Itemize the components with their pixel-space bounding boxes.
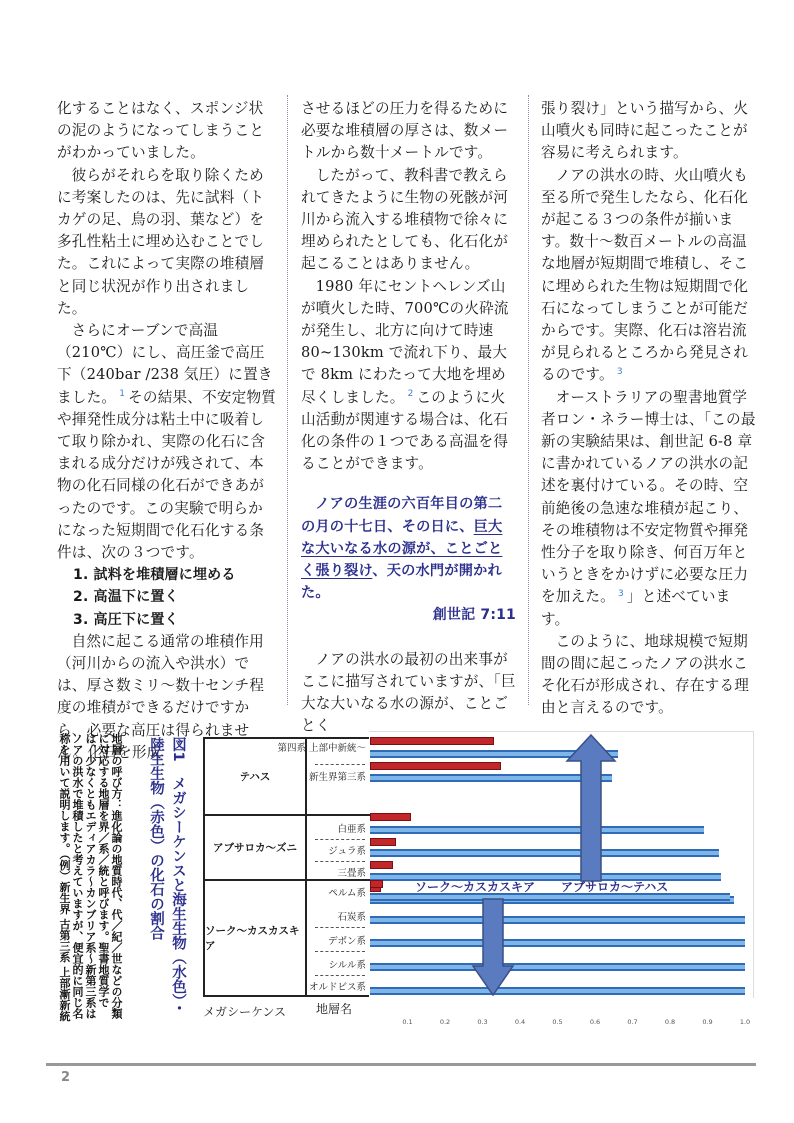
row-separator xyxy=(315,839,365,840)
row-separator xyxy=(315,951,365,952)
paragraph: 化することはなく、スポンジ状の泥のようになってしまうことがわかっていました。 xyxy=(57,100,265,162)
table-divider xyxy=(305,739,307,995)
bar-marine xyxy=(370,939,745,947)
table-footer-megasequence: メガシーケンス xyxy=(203,1005,287,1019)
row-separator xyxy=(315,764,365,765)
paragraph: このように、地球規模で短期間の間に起こったノアの洪水こそ化石が形成され、存在する理由と言えるのです。 xyxy=(541,632,749,717)
stratum-label: 第四系 上部中新統～ xyxy=(277,743,366,754)
bar-land xyxy=(370,762,501,770)
x-tick-label: 0.1 xyxy=(402,1018,413,1026)
figure-note: 地層の呼び方：進化論の地質時代、代／紀／世などの分類に対応する地層を界／系／統と呼びます。聖書地質学では、少なくともエディアカラ～カンブリア系～新第三系はノアの洪水で堆積したと考えていますが、便宜的に同じ名称を用いて説明します。（例）新生界 古第三系 上部漸新統 xyxy=(58,733,123,1022)
paragraph-text: さらにオーブンで高温（210℃）にし、高圧釜で高圧下（240bar /238 気圧）に置きました。 xyxy=(57,322,273,406)
x-tick-label: 0.9 xyxy=(702,1018,713,1026)
paragraph xyxy=(541,165,757,387)
footnote-ref-2[interactable]: 2 xyxy=(407,388,414,399)
stratum-label: オルドビス系 xyxy=(308,982,366,993)
x-tick-label: 0.7 xyxy=(627,1018,638,1026)
footnote-ref-1[interactable]: 1 xyxy=(119,388,126,399)
footnote-ref-3[interactable]: 3 xyxy=(617,588,624,599)
condition-item: 2. 高温下に置く xyxy=(73,589,179,606)
paragraph: させるほどの圧力を得るために必要な堆積層の厚さは、数メートルから数十メートルです。 xyxy=(301,100,509,162)
paragraph xyxy=(57,320,277,564)
x-tick-label: 0.6 xyxy=(589,1018,601,1026)
x-tick-label: 0.8 xyxy=(664,1018,676,1026)
paragraph: 張り裂け」という描写から、火山噴火も同時に起こったことが容易に考えられます。 xyxy=(541,100,749,162)
era-sauk-kaskaskia: ソーク～カスカスキア xyxy=(205,925,300,952)
paragraph: 彼らがそれらを取り除くために考案したのは、先に試料（トカゲの足、鳥の羽、葉など）を多孔性粘土に埋め込むことでした。これによって実際の堆積層と同じ状況が作り出されました。 xyxy=(57,166,265,317)
paragraph-text: オーストラリアの聖書地質学者ロン・ネラー博士は、「この最新の実験結果は、創世記 6-8 章に書かれているノアの洪水の記述を裏付けている。その時、空前絶後の急速な堆積が起こり、その堆積物は不安定物質や揮発性分子を取り除き、何百万年というときをかけずに必要な圧力を加えた。 xyxy=(541,388,756,606)
table-footer-stratum: 地層名 xyxy=(316,1002,353,1016)
page-number: 2 xyxy=(61,1070,71,1085)
row-separator xyxy=(315,927,365,928)
column-divider xyxy=(287,95,288,705)
bar-chart xyxy=(369,731,754,998)
quote-underlined-text: 巨大な大いなる水の源が、ことごとく張り裂け xyxy=(301,518,503,580)
row-separator xyxy=(315,975,365,976)
stratum-label: 白亜系 xyxy=(337,824,366,835)
bar-marine xyxy=(370,987,745,995)
paragraph-text: 1980 年にセントヘレンズ山が噴火した時、700℃の火砕流が発生し、北方に向けて時速 80~130km で流れ下り、最大で 8km にわたって大地を埋め尽くしました。 xyxy=(301,277,509,406)
arrow-up-icon xyxy=(565,733,617,883)
quote-text: ノアの生涯の六百年目の第二の月の十七日、その日に、 xyxy=(301,496,503,535)
table-rule xyxy=(205,814,371,816)
bar-marine xyxy=(370,826,704,834)
stratum-label: 新生界第三系 xyxy=(308,772,366,783)
condition-item: 1. 試料を堆積層に埋める xyxy=(73,567,236,584)
row-separator xyxy=(315,861,365,862)
era-absaroka-zuni: アブサロカ～ズニ xyxy=(205,816,305,881)
paragraph: ノアの洪水の最初の出来事がここに描写されていますが、「巨大な大いなる水の源が、ことごとく xyxy=(301,650,516,735)
bar-land xyxy=(370,737,494,745)
condition-item: 3. 高圧下に置く xyxy=(73,611,179,628)
figure-title: 図1 メガシーケンスと海生生物（水色）・陸生生物（赤色）の化石の割合 xyxy=(148,737,186,1016)
bar-marine xyxy=(370,963,745,971)
stratum-label: デボン系 xyxy=(327,936,366,947)
stratum-label: シルル系 xyxy=(328,960,366,971)
footer-rule xyxy=(46,1063,756,1066)
quote-text: 、天の水門が開かれた。 xyxy=(301,563,502,602)
megasequence-table xyxy=(203,737,369,997)
era-tejas: テハス xyxy=(205,739,305,816)
paragraph-text: 」と述べています。 xyxy=(541,588,731,628)
paragraph-text: ノアの洪水の時、火山噴火も至る所で発生したなら、化石化が起こる３つの条件が揃います。数十～数百メートルの高温な地層が短期間で堆積し、そこに埋められた生物は短期間で化石になってしまうことが可能だからです。実際、化石は溶岩流が見られるところから発見されるのです。 xyxy=(541,166,749,384)
scripture-reference: 創世記 7:11 xyxy=(432,607,516,624)
scripture-quote xyxy=(301,493,516,604)
paragraph: 自然に起こる通常の堆積作用（河川からの流入や洪水）では、厚さ数ミリ～数十センチ程度の堆積ができるだけですから、必要な高圧は得られません。化石を形成 xyxy=(57,632,265,761)
bar-land xyxy=(370,880,383,888)
column-divider xyxy=(528,95,529,705)
paragraph-text: その結果、不安定物質や揮発性成分は粘土中に吸着して取り除かれ、実際の化石に含まれる成分だけが残されて、本物の化石同様の化石ができあがったのです。この実験で明らかになった短期間で化石化する条件は、次の３つです。 xyxy=(57,388,277,562)
x-tick-label: 0.5 xyxy=(552,1018,563,1026)
x-tick-label: 0.2 xyxy=(439,1018,451,1026)
column-1 xyxy=(57,98,277,764)
stratum-label: 三畳系 xyxy=(337,868,366,879)
bar-marine xyxy=(370,849,719,857)
annotation-absaroka-tejas: アブサロカ～テハス xyxy=(561,880,669,894)
annotation-sauk-kaskaskia: ソーク～カスカスキア xyxy=(415,880,536,894)
x-tick-label: 0.3 xyxy=(477,1018,488,1026)
arrow-down-icon xyxy=(471,898,515,998)
bar-land xyxy=(370,813,411,821)
paragraph xyxy=(301,276,516,476)
bar-land xyxy=(370,861,393,869)
stratum-label: 石炭系 xyxy=(337,912,366,923)
stratum-label: ジュラ系 xyxy=(328,846,366,857)
column-2 xyxy=(301,98,516,737)
table-rule xyxy=(205,879,371,881)
paragraph xyxy=(541,387,757,631)
footnote-ref-3[interactable]: 3 xyxy=(616,366,623,377)
paragraph: したがって、教科書で教えられてきたように生物の死骸が河川から流入する堆積物で徐々に埋められたとしても、化石化が起こることはありません。 xyxy=(301,166,509,273)
bar-land xyxy=(370,838,396,846)
column-3 xyxy=(541,98,757,720)
stratum-label: ペルム系 xyxy=(328,888,366,899)
bar-marine xyxy=(370,916,745,924)
x-tick-label: 1.0 xyxy=(739,1018,751,1026)
paragraph-text: このように火山活動が関連する場合は、化石化の条件の１つである高温を得ることができます。 xyxy=(301,388,509,473)
x-tick-label: 0.4 xyxy=(514,1018,526,1026)
